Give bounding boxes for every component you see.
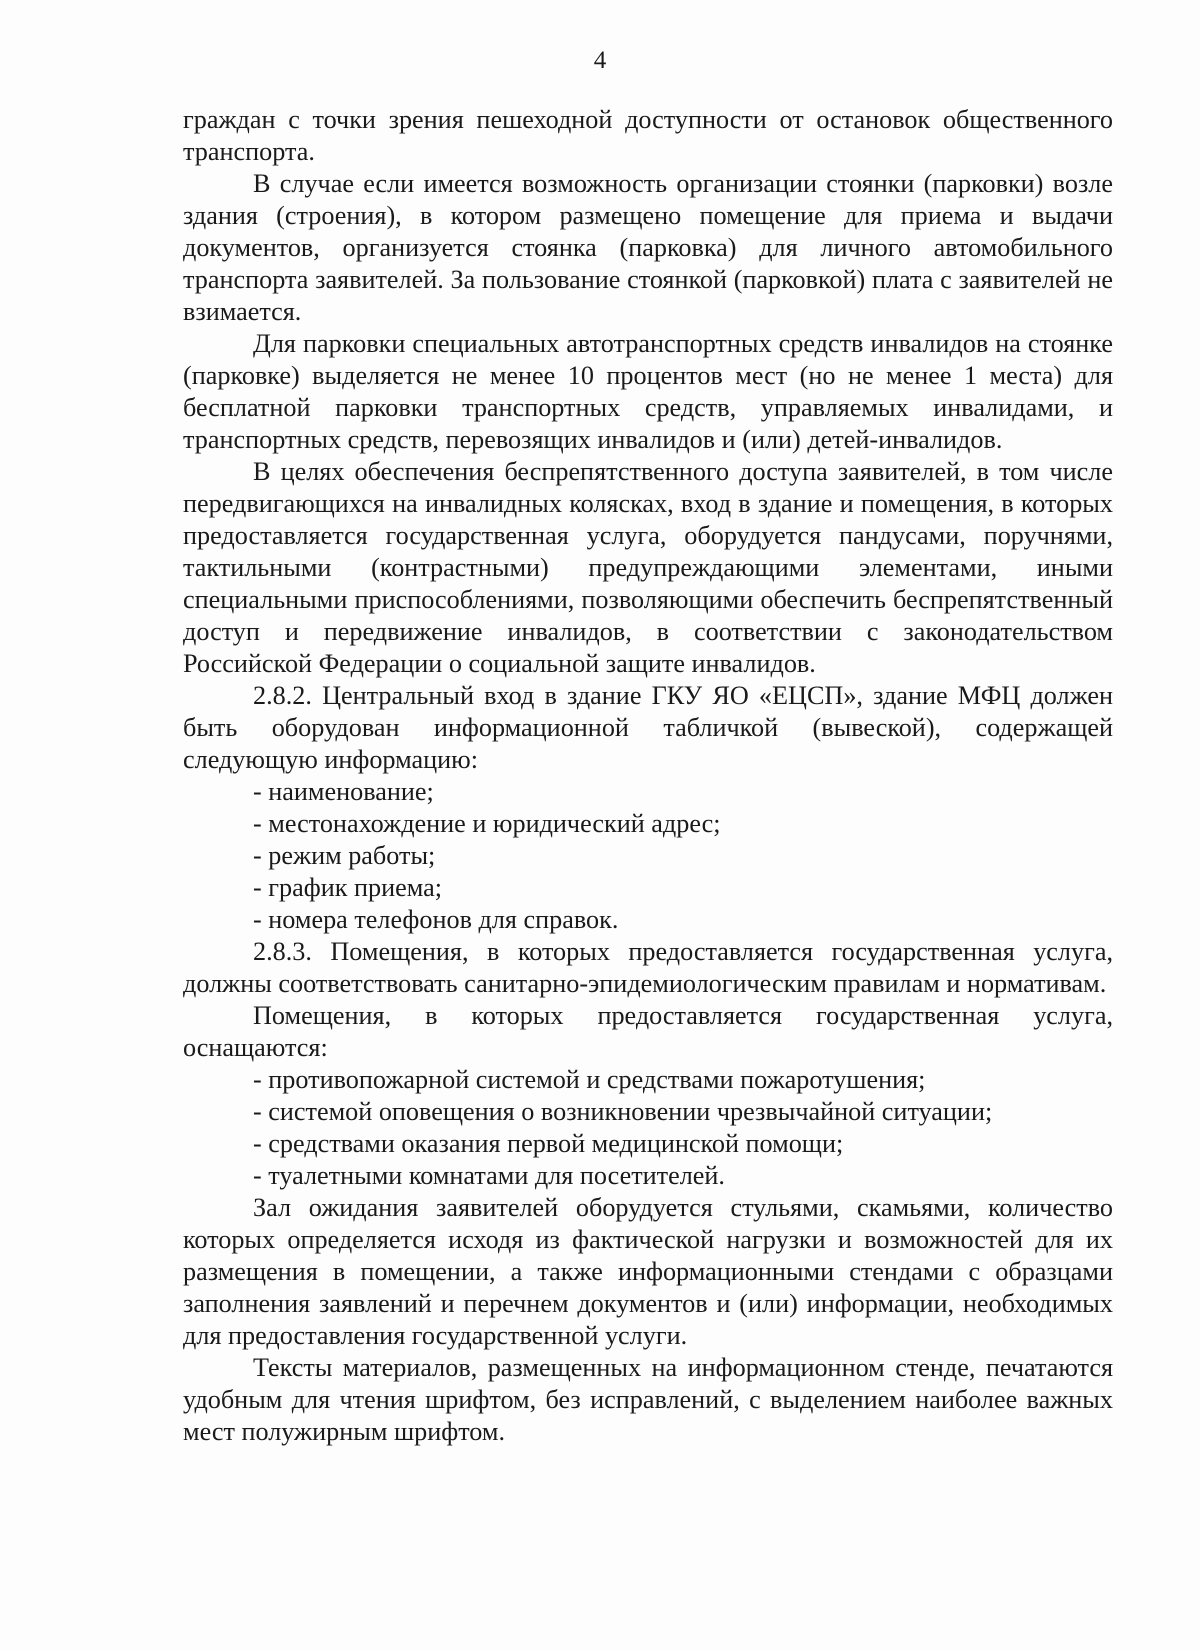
list-item: - график приема; [253, 873, 443, 902]
paragraph-disabled-parking: Для парковки специальных автотранспортных средств инвалидов на стоянке (парковке) выделяется не менее 10 процентов мест (но не менее 1 места) для бесплатной парковки транспортных средств, управляемых инвалидами, и транспортных средств, перевозящих инвалидов и (или) детей-инвалидов. [183, 329, 1113, 454]
paragraph-section-2-8-3: 2.8.3. Помещения, в которых предоставляется государственная услуга, должны соответствовать санитарно-эпидемиологическим правилам и нормативам. [183, 937, 1113, 998]
list-item: - системой оповещения о возникновении чрезвычайной ситуации; [253, 1097, 993, 1126]
paragraph-parking: В случае если имеется возможность организации стоянки (парковки) возле здания (строения), в котором размещено помещение для приема и выдачи документов, организуется стоянка (парковка) для личного автомобильного транспорта заявителей. За пользование стоянкой (парковкой) плата с заявителей не взимается. [183, 169, 1113, 326]
list-item: - противопожарной системой и средствами пожаротушения; [253, 1065, 926, 1094]
list-item: - средствами оказания первой медицинской помощи; [253, 1129, 844, 1158]
paragraph-info-stand-texts: Тексты материалов, размещенных на информационном стенде, печатаются удобным для чтения шрифтом, без исправлений, с выделением наиболее важных мест полужирным шрифтом. [183, 1353, 1113, 1446]
list-item: - местонахождение и юридический адрес; [253, 809, 721, 838]
list-item: - туалетными комнатами для посетителей. [253, 1161, 725, 1190]
paragraph-equipment-intro: Помещения, в которых предоставляется государственная услуга, оснащаются: [183, 1001, 1113, 1062]
paragraph-section-2-8-2: 2.8.2. Центральный вход в здание ГКУ ЯО «ЕЦСП», здание МФЦ должен быть оборудован информационной табличкой (вывеской), содержащей следующую информацию: [183, 681, 1113, 774]
list-item: - режим работы; [253, 841, 436, 870]
paragraph-continuation: граждан с точки зрения пешеходной доступности от остановок общественного транспорта. [183, 105, 1113, 166]
list-item: - наименование; [253, 777, 434, 806]
paragraph-waiting-hall: Зал ожидания заявителей оборудуется стульями, скамьями, количество которых определяется исходя из фактической нагрузки и возможностей для их размещения в помещении, а также информационными стендами с образцами заполнения заявлений и перечнем документов и (или) информации, необходимых для предоставления государственной услуги. [183, 1193, 1113, 1350]
page-number: 4 [593, 47, 607, 74]
paragraph-accessibility: В целях обеспечения беспрепятственного доступа заявителей, в том числе передвигающихся на инвалидных колясках, вход в здание и помещения, в которых предоставляется государственная услуга, оборудуется пандусами, поручнями, тактильными (контрастными) предупреждающими элементами, иными специальными приспособлениями, позволяющими обеспечить беспрепятственный доступ и передвижение инвалидов, в соответствии с законодательством Российской Федерации о социальной защите инвалидов. [183, 457, 1113, 678]
list-item: - номера телефонов для справок. [253, 905, 619, 934]
document-body [183, 104, 1113, 1448]
